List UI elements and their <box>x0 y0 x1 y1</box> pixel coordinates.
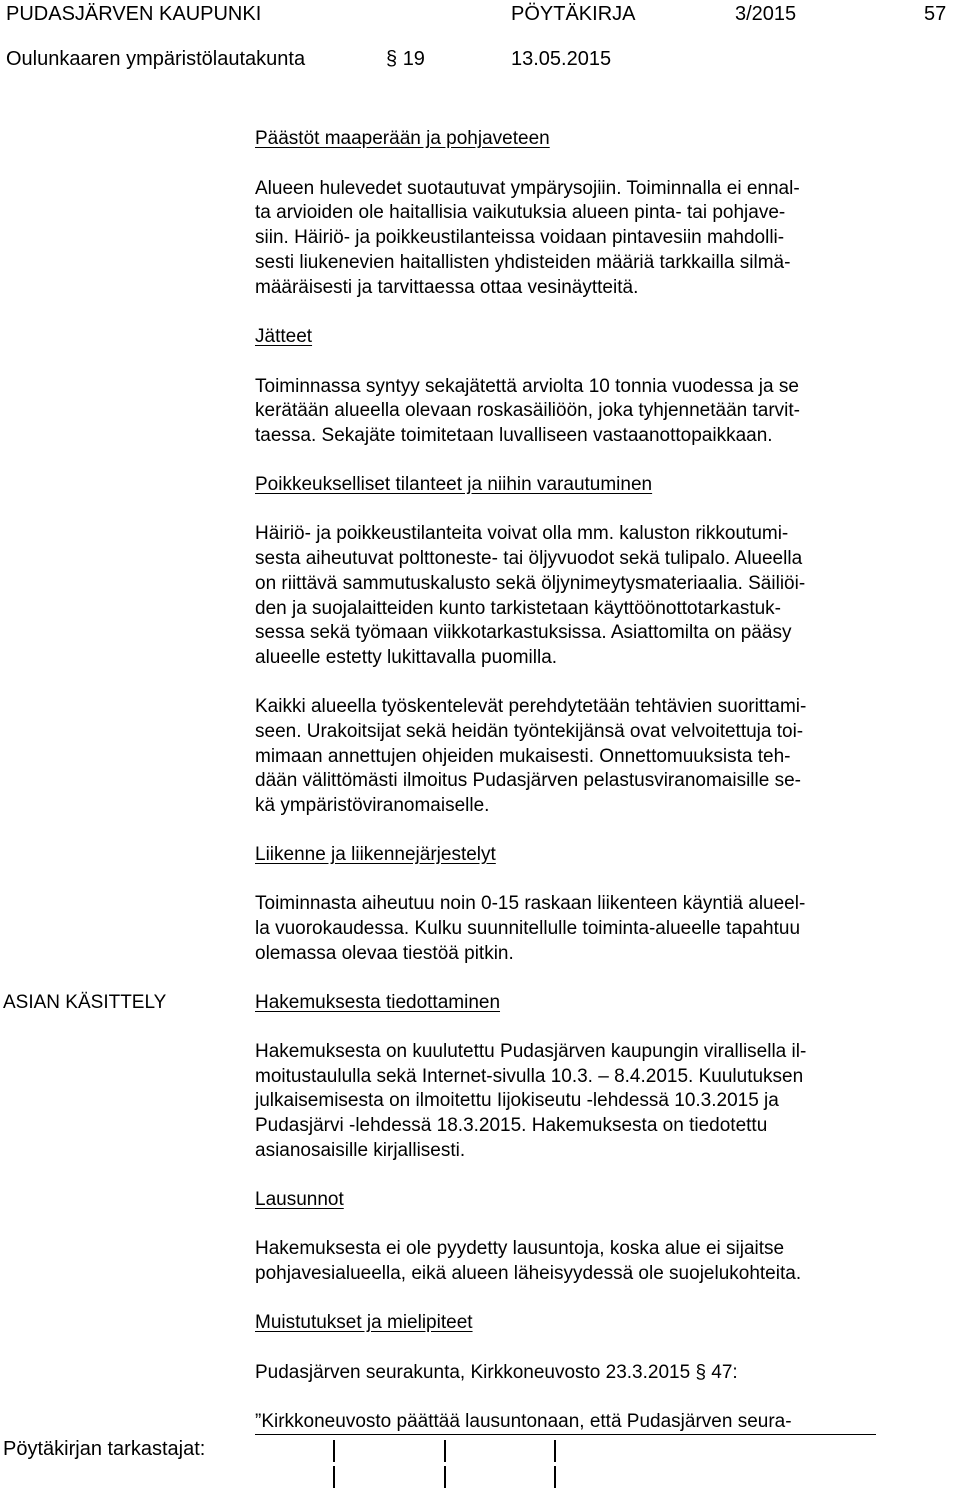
header-doc-number: 3/2015 <box>735 3 797 25</box>
paragraph-line: dään välittömästi ilmoitus Pudasjärven pelastusviranomaisille se- <box>255 770 801 791</box>
paragraph-line: den ja suojalaitteiden kunto tarkistetaan käyttöönottotarkastuk- <box>255 598 781 619</box>
footer-reviewers-label: Pöytäkirjan tarkastajat: <box>3 1438 206 1460</box>
heading-statements: Lausunnot <box>255 1189 344 1210</box>
side-label-asian-kasittely: ASIAN KÄSITTELY <box>3 992 167 1013</box>
paragraph-line: sessa sekä työmaan viikkotarkastuksissa. Asiattomilta on pääsy <box>255 622 792 643</box>
heading-notice: Hakemuksesta tiedottaminen <box>255 992 501 1013</box>
paragraph-line: Toiminnassa syntyy sekajätettä arviolta 10 tonnia vuodessa ja se <box>255 376 799 397</box>
paragraph-line: taessa. Sekajäte toimitetaan luvalliseen vastaanottopaikkaan. <box>255 425 773 446</box>
paragraph-line: mimaan annettujen ohjeiden mukaisesti. Onnettomuuksista teh- <box>255 746 791 767</box>
header-section-number: 19 <box>402 48 425 70</box>
header-date: 13.05.2015 <box>511 48 612 70</box>
paragraph-line: Hakemuksesta ei ole pyydetty lausuntoja, koska alue ei sijaitse <box>255 1238 785 1259</box>
signature-box-divider <box>554 1440 556 1462</box>
signature-box-divider <box>444 1440 446 1462</box>
paragraph-line: Pudasjärvi -lehdessä 18.3.2015. Hakemuksesta on tiedotettu <box>255 1115 768 1136</box>
signature-box-divider <box>444 1466 446 1488</box>
footer-rule <box>255 1434 876 1435</box>
header-section: § 19 <box>386 48 425 70</box>
signature-box-divider <box>554 1466 556 1488</box>
paragraph-line: Hakemuksesta on kuulutettu Pudasjärven kaupungin virallisella il- <box>255 1041 807 1062</box>
paragraph-line: seen. Urakoitsijat sekä heidän työntekijänsä ovat velvoitettuja toi- <box>255 721 804 742</box>
heading-emissions: Päästöt maaperään ja pohjaveteen <box>255 128 550 149</box>
paragraph-line: ”Kirkkoneuvosto päättää lausuntonaan, että Pudasjärven seura- <box>255 1411 792 1432</box>
paragraph-line: siin. Häiriö- ja poikkeustilanteissa voidaan pintavesiin mahdolli- <box>255 227 785 248</box>
paragraph-line: Toiminnasta aiheutuu noin 0-15 raskaan liikenteen käyntiä alueel- <box>255 893 806 914</box>
heading-objections: Muistutukset ja mielipiteet <box>255 1312 473 1333</box>
paragraph-line: Häiriö- ja poikkeustilanteita voivat olla mm. kaluston rikkoutumi- <box>255 523 789 544</box>
paragraph-line: kerätään alueella olevaan roskasäiliöön, joka tyhjennetään tarvit- <box>255 400 801 421</box>
paragraph-line: olemassa olevaa tiestöä pitkin. <box>255 943 514 964</box>
paragraph-line: kä ympäristöviranomaiselle. <box>255 795 490 816</box>
paragraph-line: ta arvioiden ole haitallisia vaikutuksia alueen pinta- tai pohjave- <box>255 202 786 223</box>
paragraph-line: moitustaululla sekä Internet-sivulla 10.3. – 8.4.2015. Kuulutuksen <box>255 1066 804 1087</box>
header-org: PUDASJÄRVEN KAUPUNKI <box>6 3 262 25</box>
paragraph-line: la vuorokaudessa. Kulku suunnitellulle toiminta-alueelle tapahtuu <box>255 918 801 939</box>
paragraph-line: sesta aiheutuvat polttoneste- tai öljyvuodot sekä tulipalo. Alueella <box>255 548 803 569</box>
paragraph-line: pohjavesialueella, eikä alueen läheisyydessä ole suojelukohteita. <box>255 1263 802 1284</box>
header-committee: Oulunkaaren ympäristölautakunta <box>6 48 306 70</box>
paragraph-line: määräisesti ja tarvittaessa ottaa vesinäytteitä. <box>255 277 639 298</box>
paragraph-line: Kaikki alueella työskentelevät perehdytetään tehtävien suorittami- <box>255 696 807 717</box>
heading-traffic: Liikenne ja liikennejärjestelyt <box>255 844 496 865</box>
paragraph-line: Pudasjärven seurakunta, Kirkkoneuvosto 23.3.2015 § 47: <box>255 1362 738 1383</box>
paragraph-line: Alueen hulevedet suotautuvat ympärysojiin. Toiminnalla ei ennal- <box>255 178 800 199</box>
paragraph-line: alueelle estetty lukittavalla puomilla. <box>255 647 558 668</box>
signature-box-divider <box>333 1466 335 1488</box>
paragraph-line: on riittävä sammutuskalusto sekä öljynimeytysmateriaalia. Säiliöi- <box>255 573 806 594</box>
paragraph-line: asianosaisille kirjallisesti. <box>255 1140 466 1161</box>
header-doc-type: PÖYTÄKIRJA <box>511 3 636 25</box>
heading-waste: Jätteet <box>255 326 313 347</box>
paragraph-line: julkaisemisesta on ilmoitettu Iijokiseutu -lehdessä 10.3.2015 ja <box>255 1090 779 1111</box>
signature-box-divider <box>333 1440 335 1462</box>
paragraph-line: sesti liukenevien haitallisten yhdisteiden määriä tarkkailla silmä- <box>255 252 791 273</box>
heading-exceptional: Poikkeukselliset tilanteet ja niihin varautuminen <box>255 474 653 495</box>
header-page-number: 57 <box>924 3 947 25</box>
